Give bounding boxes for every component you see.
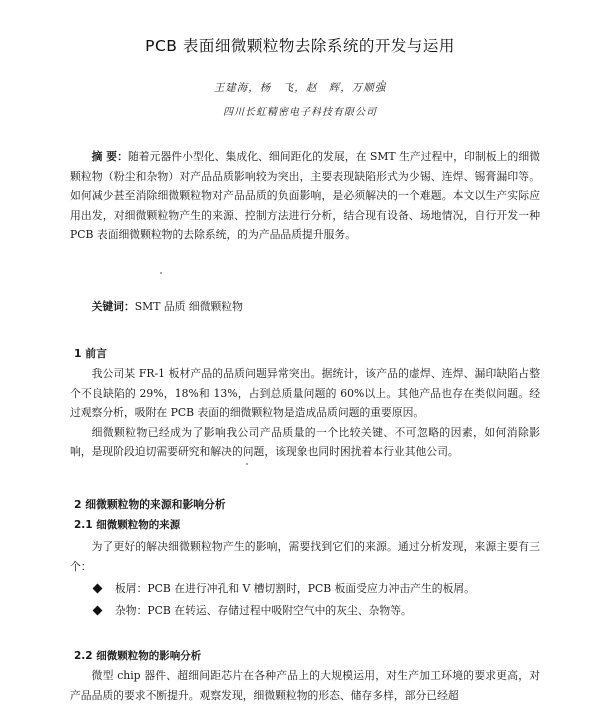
paper-title: PCB 表面细微颗粒物去除系统的开发与运用 — [145, 37, 455, 55]
abstract — [70, 147, 540, 245]
source-list — [94, 577, 534, 621]
list-item — [94, 599, 534, 621]
scan-speck — [160, 272, 162, 274]
keywords-label: 关键词： — [91, 300, 135, 313]
section-2-heading: 2 细微颗粒物的来源和影响分析 — [74, 498, 226, 511]
diamond-bullet-icon — [93, 583, 103, 593]
affiliation: 四川长虹精密电子科技有限公司 — [223, 107, 377, 118]
section-1-heading: 1 前言 — [74, 347, 107, 360]
section-2-2-body — [70, 666, 540, 705]
section-2-2-paragraph: 微型 chip 器件、超细间距芯片在各种产品上的大规模运用，对生产加工环境的要求更高，对产品品质的要求不断提升。观察发现，细微颗粒物的形态、储存多样，部分已经超 — [70, 669, 540, 702]
abstract-label: 摘 要： — [91, 150, 128, 163]
keywords — [70, 297, 540, 317]
section-2-1-paragraph: 为了更好的解决细微颗粒物产生的影响，需要找到它们的来源。通过分析发现，来源主要有三个： — [70, 540, 540, 573]
list-item-text: 杂物：PCB 在转运、存储过程中吸附空气中的灰尘、杂物等。 — [115, 603, 412, 617]
section-1-paragraph-1: 我公司某 FR-1 板材产品的品质问题异常突出。据统计，该产品的虚焊、连焊、漏印缺陷占整个不良缺陷的 29%，18%和 13%，占到总质量问题的 60%以上。其他产品也存在类似问题。经过观察分析，吸附在 PCB 表面的细微颗粒物是造成品质问题的重要原因。 — [70, 367, 540, 419]
abstract-text: 随着元器件小型化、集成化、细间距化的发展，在 SMT 生产过程中，印制板上的细微颗粒物（粉尘和杂物）对产品品质影响较为突出，主要表现缺陷形式为少锡、连焊、锡膏漏印等。如何减少甚至消除细微颗粒物对产品品质的负面影响，是必须解决的一个难题。本文以生产实际应用出发，对细微颗粒物产生的来源、控制方法进行分析，结合现有设备、场地情况，自行开发一种 PCB 表面细微颗粒物的去除系统，的为产品品质提升服务。 — [70, 150, 541, 241]
section-1-body — [70, 364, 540, 462]
author-list: 王建海，杨 飞，赵 辉，万顺强 — [213, 82, 387, 94]
list-item-text: 板屑：PCB 在进行冲孔和 V 槽切割时，PCB 板面受应力冲击产生的板屑。 — [115, 581, 475, 595]
section-1-paragraph-2: 细微颗粒物已经成为了影响我公司产品质量的一个比较关键、不可忽略的因素，如何消除影响，是现阶段迫切需要研究和解决的问题，该现象也同时困扰着本行业其他公司。 — [70, 425, 540, 458]
scan-speck — [246, 463, 248, 465]
section-2-2-heading: 2.2 细微颗粒物的影响分析 — [74, 650, 202, 662]
list-item — [94, 577, 534, 599]
diamond-bullet-icon — [93, 605, 103, 615]
section-2-1-heading: 2.1 细微颗粒物的来源 — [74, 519, 181, 531]
keywords-text: SMT 品质 细微颗粒物 — [134, 300, 243, 313]
scan-speck — [382, 80, 384, 82]
section-2-1-body — [70, 537, 540, 576]
